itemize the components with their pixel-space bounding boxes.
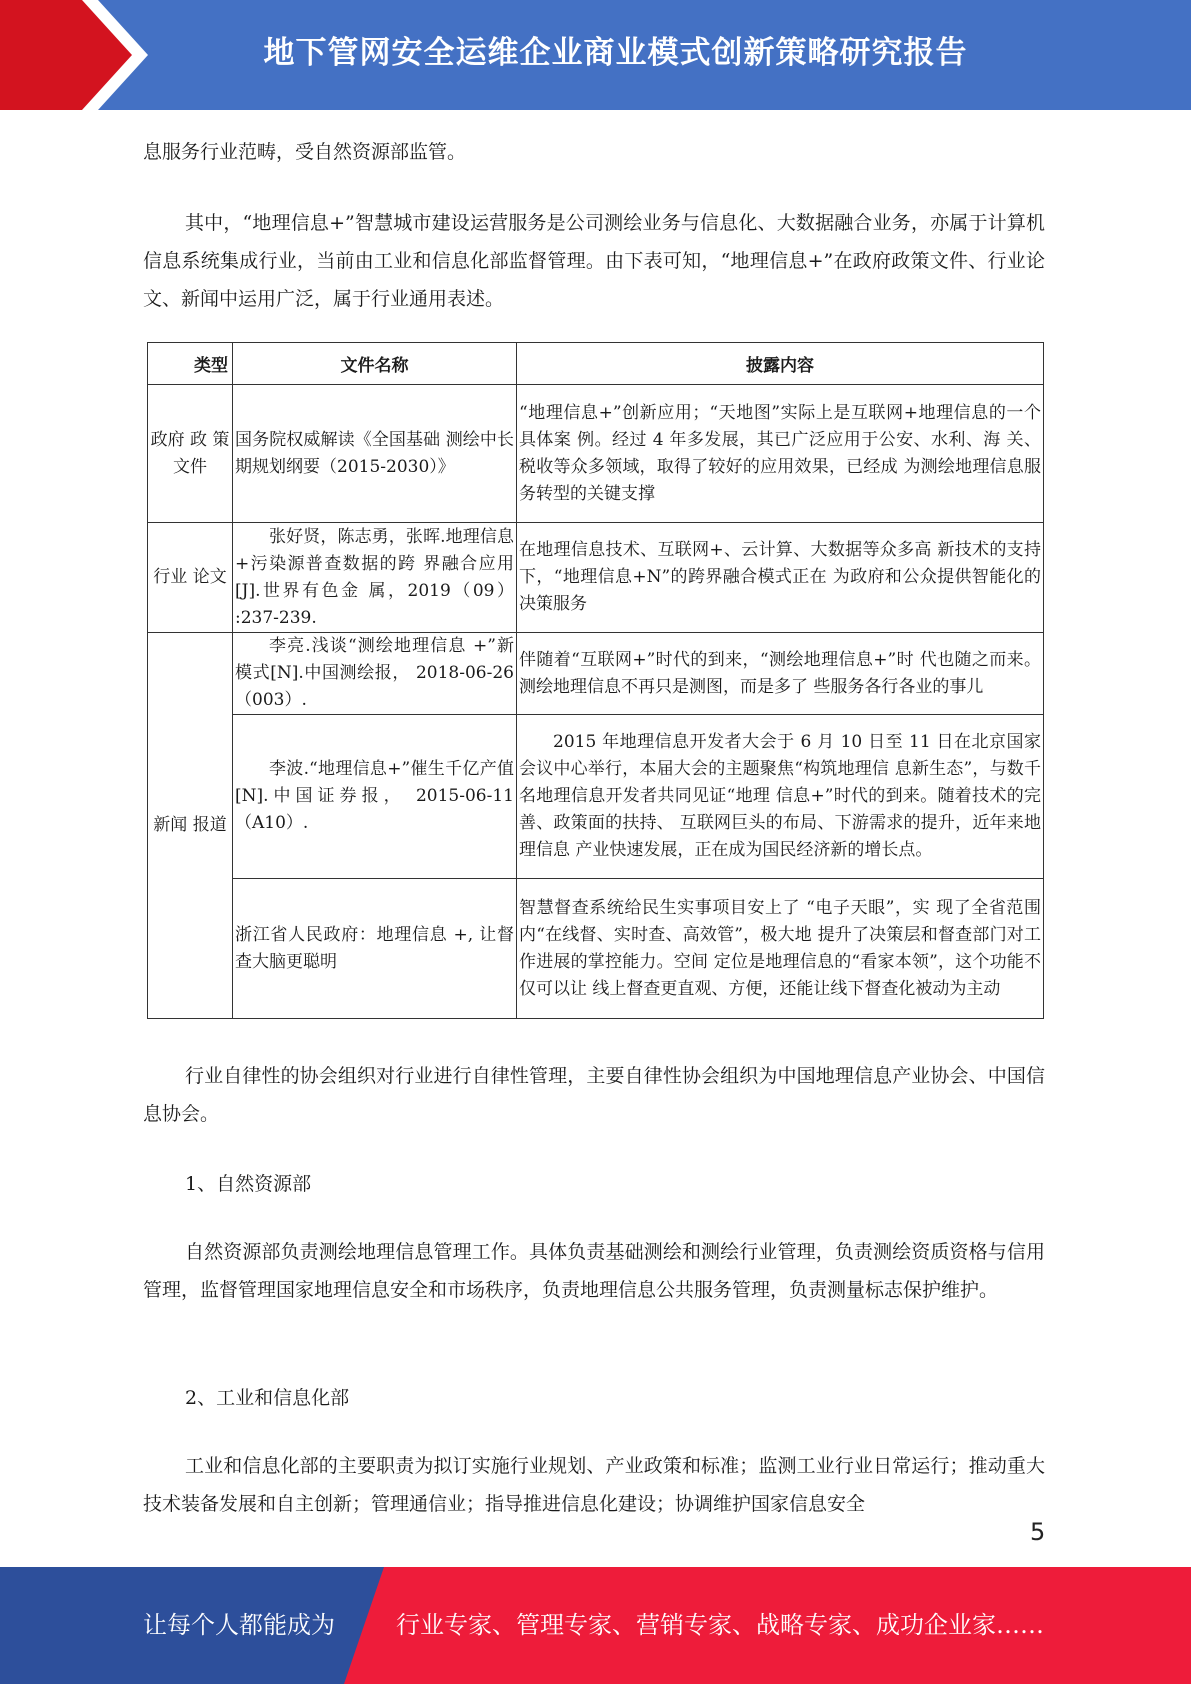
row-disclosure-content: 智慧督查系统给民生实事项目安上了 “电子天眼”，实 现了全省范围内“在线督、实时查、高效管”，极大地 提升了决策层和督查部门对工作进展的掌控能力。空间 定位是地理信息的“看家本领”，这个功能不仅可以让 线上督查更直观、方便，还能让线下督查化被动为主动 xyxy=(517,879,1044,1019)
header-chevron-decoration xyxy=(0,0,160,110)
row-disclosure-content: 2015 年地理信息开发者大会于 6 月 10 日至 11 日在北京国家会议中心举行，本届大会的主题聚焦“构筑地理信 息新生态”，与数千名地理信息开发者共同见证“地理 信息+”时代的到来。随着技术的完善、政策面的扶持、 互联网巨头的布局、下游需求的提升，近年来地理信息 产业快速发展，正在成为国民经济新的增长点。 xyxy=(517,715,1044,879)
page-footer xyxy=(0,1567,1191,1684)
table-row xyxy=(148,715,1044,879)
paragraph-continuation: 息服务行业范畴，受自然资源部监管。 xyxy=(143,141,467,163)
report-title: 地下管网安全运维企业商业模式创新策略研究报告 xyxy=(263,35,968,71)
table-header-row xyxy=(148,343,1044,385)
row-document-name: 国务院权威解读《全国基础 测绘中长期规划纲要（2015-2030）》 xyxy=(233,385,517,523)
footer-slogan-left: 让每个人都能成为 xyxy=(143,1611,335,1639)
column-header-disclosure: 披露内容 xyxy=(517,343,1044,385)
paragraph-natural-resources: 自然资源部负责测绘地理信息管理工作。具体负责基础测绘和测绘行业管理，负责测绘资质资格与信用管理，监督管理国家地理信息安全和市场秩序，负责地理信息公共服务管理，负责测量标志保护维护。 xyxy=(143,1241,1045,1301)
column-header-type: 类型 xyxy=(148,343,233,385)
paragraph-self-regulation: 行业自律性的协会组织对行业进行自律性管理，主要自律性协会组织为中国地理信息产业协会、中国信息协会。 xyxy=(143,1065,1045,1125)
footer-slogan-right: 行业专家、管理专家、营销专家、战略专家、成功企业家…… xyxy=(396,1611,1044,1639)
row-type: 新闻 报道 xyxy=(148,633,233,1019)
column-header-document-name: 文件名称 xyxy=(233,343,517,385)
row-disclosure-content: “地理信息+”创新应用；“天地图”实际上是互联网+地理信息的一个具体案 例。经过 4 年多发展，其已广泛应用于公安、水利、海 关、税收等众多领域，取得了较好的应用效果，已经成 为测绘地理信息服务转型的关键支撑 xyxy=(517,385,1044,523)
section-heading-natural-resources: 1、自然资源部 xyxy=(185,1173,312,1195)
row-disclosure-content: 在地理信息技术、互联网+、云计算、大数据等众多高 新技术的支持下，“地理信息+N”的跨界融合模式正在 为政府和公众提供智能化的决策服务 xyxy=(517,523,1044,633)
row-document-name: 李亮.浅谈“测绘地理信息 +”新模式[N].中国测绘报， 2018-06-26 （003）. xyxy=(233,633,517,715)
paragraph-miit: 工业和信息化部的主要职责为拟订实施行业规划、产业政策和标准；监测工业行业日常运行；推动重大技术装备发展和自主创新；管理通信业；指导推进信息化建设；协调维护国家信息安全 xyxy=(143,1455,1045,1515)
row-type: 政府 政 策 文件 xyxy=(148,385,233,523)
section-heading-miit: 2、工业和信息化部 xyxy=(185,1387,350,1409)
disclosure-table xyxy=(147,342,1044,1019)
paragraph-geo-info-plus: 其中，“地理信息+”智慧城市建设运营服务是公司测绘业务与信息化、大数据融合业务，亦属于计算机信息系统集成行业，当前由工业和信息化部监督管理。由下表可知，“地理信息+”在政府政策文件、行业论文、新闻中运用广泛，属于行业通用表述。 xyxy=(143,212,1045,310)
page-header xyxy=(0,0,1191,110)
row-document-name: 张好贤，陈志勇，张晖.地理信息+污染源普查数据的跨 界融合应用[J].世界有色金 属，2019（09） :237-239. xyxy=(233,523,517,633)
table-row xyxy=(148,633,1044,715)
table-row xyxy=(148,879,1044,1019)
row-disclosure-content: 伴随着“互联网+”时代的到来，“测绘地理信息+”时 代也随之而来。测绘地理信息不再只是测图，而是多了 些服务各行各业的事儿 xyxy=(517,633,1044,715)
table-row xyxy=(148,523,1044,633)
row-document-name: 李波.“地理信息+”催生千亿产值[N].中国证券报， 2015-06-11（A10）. xyxy=(233,715,517,879)
page-number: 5 xyxy=(1030,1518,1046,1546)
row-type: 行业 论文 xyxy=(148,523,233,633)
row-document-name: 浙江省人民政府：地理信息 +, 让督查大脑更聪明 xyxy=(233,879,517,1019)
table-row xyxy=(148,385,1044,523)
